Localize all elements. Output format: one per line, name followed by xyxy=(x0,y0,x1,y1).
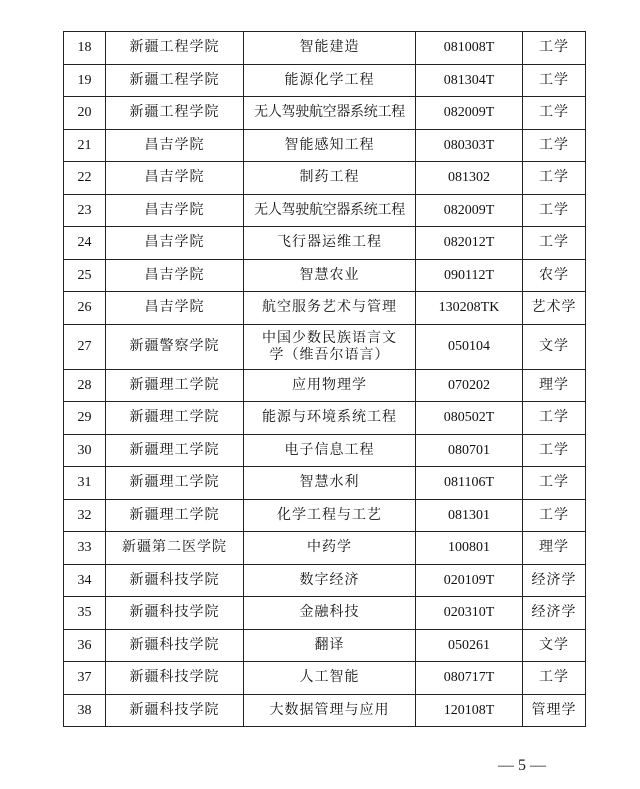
major-cell: 能源与环境系统工程 xyxy=(244,402,416,435)
table-row xyxy=(64,662,586,695)
table-row xyxy=(64,259,586,292)
majors-table xyxy=(63,31,586,727)
major-cell: 航空服务艺术与管理 xyxy=(244,292,416,325)
major-code-cell: 020109T xyxy=(416,564,523,597)
major-code-cell: 081106T xyxy=(416,467,523,500)
major-code-cell: 100801 xyxy=(416,532,523,565)
major-cell: 化学工程与工艺 xyxy=(244,499,416,532)
discipline-category-cell: 文学 xyxy=(523,629,586,662)
row-number-cell: 38 xyxy=(64,694,106,727)
table-row xyxy=(64,324,586,369)
major-code-cell: 090112T xyxy=(416,259,523,292)
row-number-cell: 24 xyxy=(64,227,106,260)
major-cell: 数字经济 xyxy=(244,564,416,597)
discipline-category-cell: 工学 xyxy=(523,434,586,467)
row-number-cell: 32 xyxy=(64,499,106,532)
discipline-category-cell: 管理学 xyxy=(523,694,586,727)
discipline-category-cell: 工学 xyxy=(523,662,586,695)
major-cell xyxy=(244,324,416,369)
discipline-category-cell: 工学 xyxy=(523,32,586,65)
discipline-category-cell: 农学 xyxy=(523,259,586,292)
table-row xyxy=(64,434,586,467)
discipline-category-cell: 经济学 xyxy=(523,564,586,597)
discipline-category-cell: 文学 xyxy=(523,324,586,369)
major-code-cell: 070202 xyxy=(416,369,523,402)
school-cell: 新疆理工学院 xyxy=(106,434,244,467)
row-number-cell: 19 xyxy=(64,64,106,97)
table-body xyxy=(64,32,586,727)
school-cell: 新疆科技学院 xyxy=(106,564,244,597)
school-cell: 昌吉学院 xyxy=(106,227,244,260)
discipline-category-cell: 工学 xyxy=(523,227,586,260)
major-code-cell: 130208TK xyxy=(416,292,523,325)
row-number-cell: 33 xyxy=(64,532,106,565)
major-cell: 智能建造 xyxy=(244,32,416,65)
discipline-category-cell: 工学 xyxy=(523,129,586,162)
table-row xyxy=(64,129,586,162)
discipline-category-cell: 工学 xyxy=(523,499,586,532)
major-cell: 应用物理学 xyxy=(244,369,416,402)
major-cell: 智慧农业 xyxy=(244,259,416,292)
major-cell: 金融科技 xyxy=(244,597,416,630)
table-row xyxy=(64,499,586,532)
school-cell: 昌吉学院 xyxy=(106,259,244,292)
school-cell: 新疆警察学院 xyxy=(106,324,244,369)
major-cell: 人工智能 xyxy=(244,662,416,695)
table-row xyxy=(64,162,586,195)
discipline-category-cell: 艺术学 xyxy=(523,292,586,325)
table-row xyxy=(64,597,586,630)
row-number-cell: 23 xyxy=(64,194,106,227)
discipline-category-cell: 理学 xyxy=(523,532,586,565)
major-cell: 电子信息工程 xyxy=(244,434,416,467)
major-code-cell: 082012T xyxy=(416,227,523,260)
school-cell: 昌吉学院 xyxy=(106,292,244,325)
major-cell: 翻译 xyxy=(244,629,416,662)
page-number: — 5 — xyxy=(498,757,546,774)
school-cell: 新疆工程学院 xyxy=(106,64,244,97)
table-row xyxy=(64,32,586,65)
major-code-cell: 082009T xyxy=(416,97,523,130)
major-code-cell: 120108T xyxy=(416,694,523,727)
major-cell: 无人驾驶航空器系统工程 xyxy=(244,97,416,130)
table-row xyxy=(64,97,586,130)
row-number-cell: 20 xyxy=(64,97,106,130)
major-cell: 能源化学工程 xyxy=(244,64,416,97)
school-cell: 昌吉学院 xyxy=(106,194,244,227)
table-row xyxy=(64,629,586,662)
row-number-cell: 27 xyxy=(64,324,106,369)
discipline-category-cell: 工学 xyxy=(523,162,586,195)
school-cell: 新疆科技学院 xyxy=(106,629,244,662)
discipline-category-cell: 经济学 xyxy=(523,597,586,630)
table-row xyxy=(64,532,586,565)
row-number-cell: 18 xyxy=(64,32,106,65)
major-code-cell: 081302 xyxy=(416,162,523,195)
major-code-cell: 080502T xyxy=(416,402,523,435)
school-cell: 新疆理工学院 xyxy=(106,467,244,500)
row-number-cell: 22 xyxy=(64,162,106,195)
school-cell: 新疆理工学院 xyxy=(106,402,244,435)
table-row xyxy=(64,402,586,435)
major-cell: 智能感知工程 xyxy=(244,129,416,162)
major-code-cell: 050104 xyxy=(416,324,523,369)
row-number-cell: 21 xyxy=(64,129,106,162)
row-number-cell: 30 xyxy=(64,434,106,467)
major-code-cell: 082009T xyxy=(416,194,523,227)
table-row xyxy=(64,194,586,227)
major-code-cell: 020310T xyxy=(416,597,523,630)
school-cell: 新疆科技学院 xyxy=(106,597,244,630)
discipline-category-cell: 工学 xyxy=(523,64,586,97)
table-row xyxy=(64,369,586,402)
row-number-cell: 35 xyxy=(64,597,106,630)
major-cell: 中药学 xyxy=(244,532,416,565)
discipline-category-cell: 工学 xyxy=(523,402,586,435)
table-row xyxy=(64,292,586,325)
row-number-cell: 28 xyxy=(64,369,106,402)
row-number-cell: 26 xyxy=(64,292,106,325)
major-code-cell: 080303T xyxy=(416,129,523,162)
discipline-category-cell: 理学 xyxy=(523,369,586,402)
major-code-cell: 080701 xyxy=(416,434,523,467)
row-number-cell: 37 xyxy=(64,662,106,695)
major-line-1: 中国少数民族语言文 xyxy=(262,329,397,346)
school-cell: 昌吉学院 xyxy=(106,129,244,162)
major-cell: 飞行器运维工程 xyxy=(244,227,416,260)
table-row xyxy=(64,564,586,597)
row-number-cell: 29 xyxy=(64,402,106,435)
school-cell: 新疆工程学院 xyxy=(106,32,244,65)
table-row xyxy=(64,694,586,727)
major-cell: 智慧水利 xyxy=(244,467,416,500)
major-cell: 无人驾驶航空器系统工程 xyxy=(244,194,416,227)
school-cell: 新疆科技学院 xyxy=(106,662,244,695)
table-row xyxy=(64,467,586,500)
row-number-cell: 31 xyxy=(64,467,106,500)
major-cell: 制药工程 xyxy=(244,162,416,195)
school-cell: 新疆理工学院 xyxy=(106,369,244,402)
major-code-cell: 050261 xyxy=(416,629,523,662)
major-code-cell: 081301 xyxy=(416,499,523,532)
table-row xyxy=(64,64,586,97)
discipline-category-cell: 工学 xyxy=(523,194,586,227)
major-cell: 大数据管理与应用 xyxy=(244,694,416,727)
school-cell: 新疆理工学院 xyxy=(106,499,244,532)
major-code-cell: 080717T xyxy=(416,662,523,695)
major-code-cell: 081304T xyxy=(416,64,523,97)
row-number-cell: 34 xyxy=(64,564,106,597)
school-cell: 新疆工程学院 xyxy=(106,97,244,130)
school-cell: 新疆第二医学院 xyxy=(106,532,244,565)
school-cell: 昌吉学院 xyxy=(106,162,244,195)
major-line-2: 学（维吾尔语言） xyxy=(269,346,390,363)
major-code-cell: 081008T xyxy=(416,32,523,65)
table-row xyxy=(64,227,586,260)
school-cell: 新疆科技学院 xyxy=(106,694,244,727)
discipline-category-cell: 工学 xyxy=(523,97,586,130)
discipline-category-cell: 工学 xyxy=(523,467,586,500)
row-number-cell: 25 xyxy=(64,259,106,292)
row-number-cell: 36 xyxy=(64,629,106,662)
